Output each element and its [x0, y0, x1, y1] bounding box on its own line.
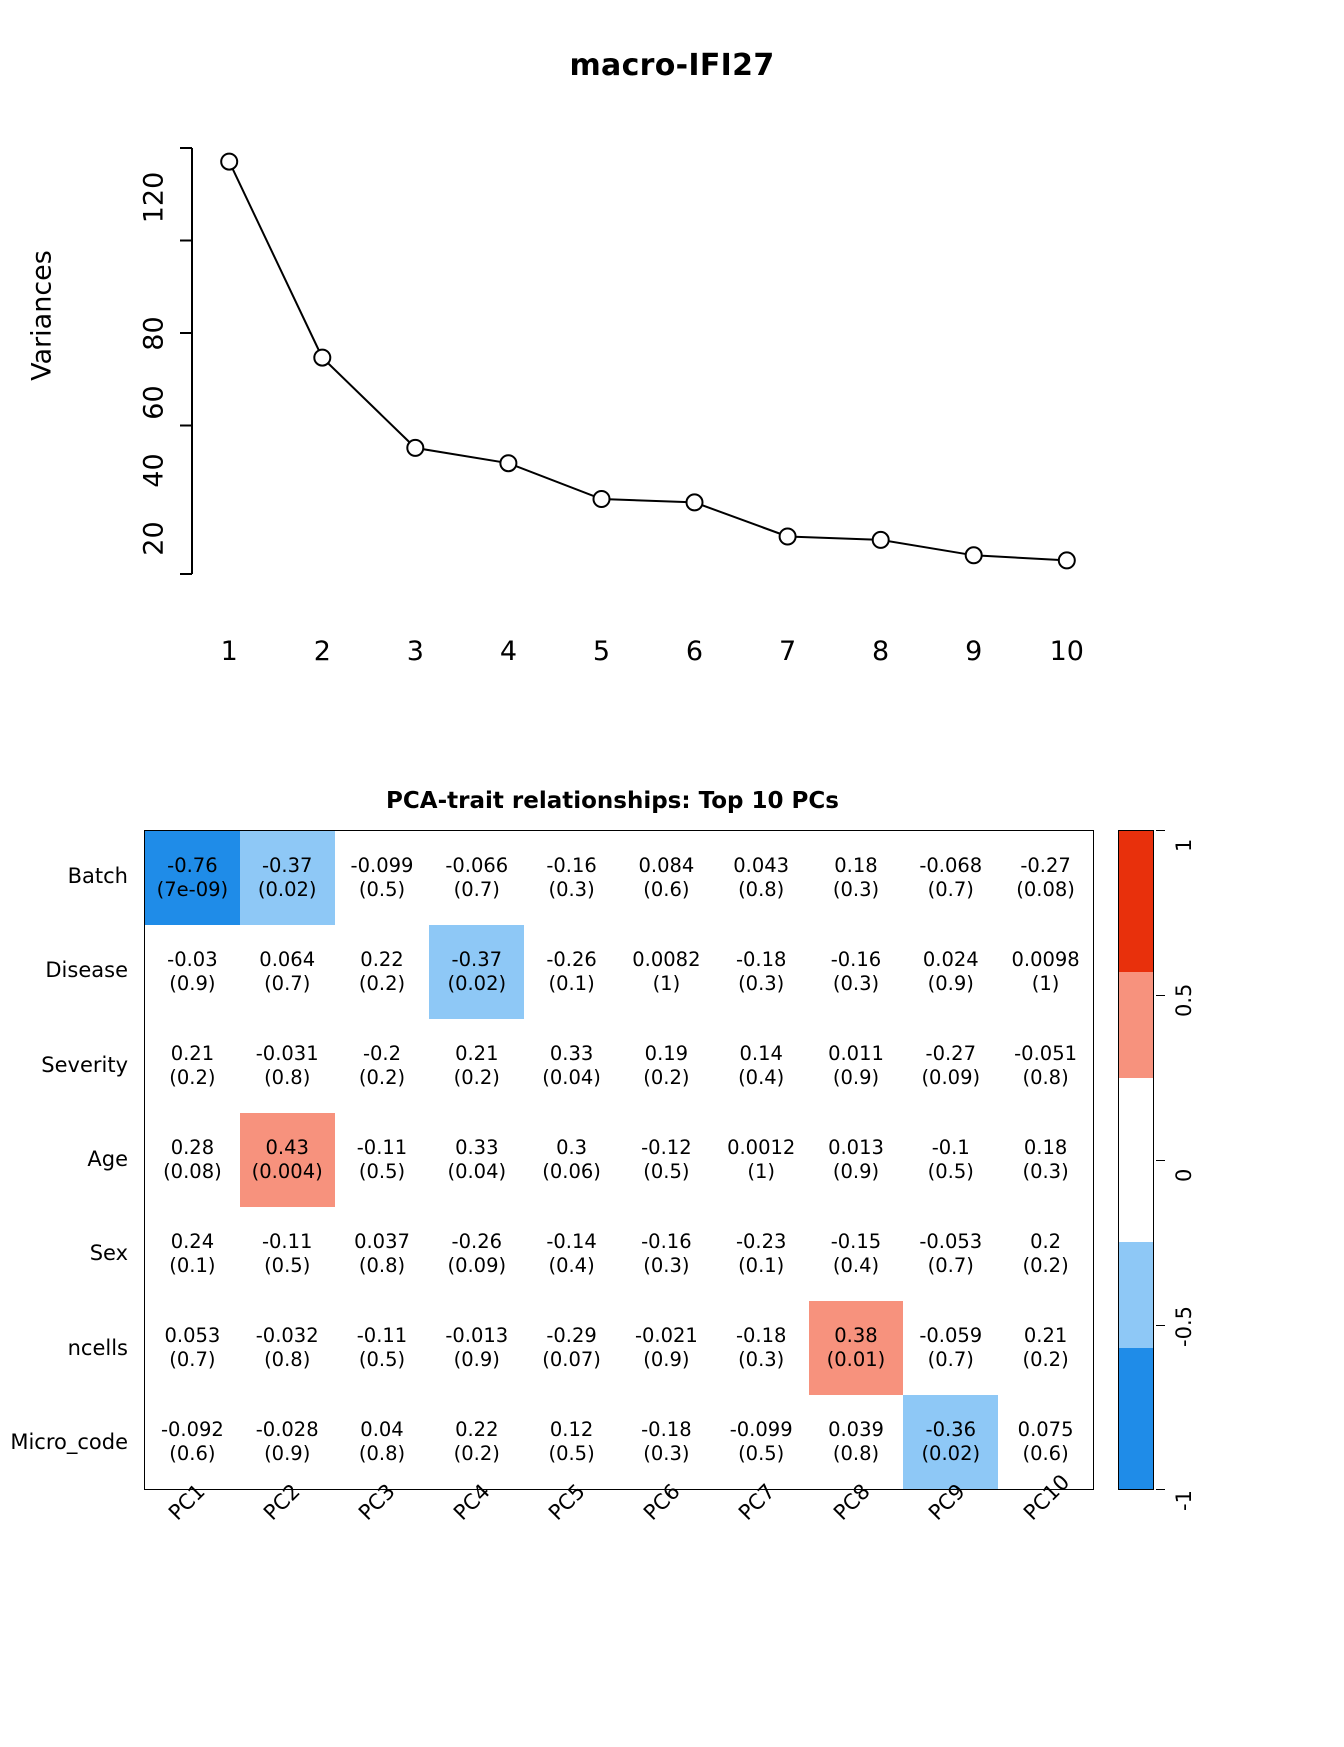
heatmap-cell-correlation: -0.099: [729, 1418, 793, 1442]
scree-y-tick-label: 60: [138, 384, 170, 420]
heatmap-cell[interactable]: [714, 1113, 809, 1207]
heatmap-cell-pvalue: (1): [747, 1160, 775, 1183]
scree-data-point: [1059, 552, 1075, 568]
heatmap-cell[interactable]: [429, 1019, 524, 1113]
heatmap-cell-pvalue: (0.2): [358, 1066, 406, 1089]
scree-data-point: [966, 547, 982, 563]
heatmap-cell-correlation: -0.16: [546, 854, 597, 878]
heatmap-cell-pvalue: (0.6): [643, 878, 690, 901]
heatmap-cell-correlation: 0.037: [354, 1230, 410, 1254]
heatmap-cell-pvalue: (0.09): [921, 1066, 981, 1089]
heatmap-cell-pvalue: (0.2): [358, 972, 406, 995]
scree-data-points: [221, 154, 1075, 569]
heatmap-row: [145, 1301, 1093, 1395]
heatmap-cell[interactable]: [903, 1301, 998, 1395]
heatmap-cell-pvalue: (0.9): [927, 972, 974, 995]
heatmap-cell-correlation: -0.013: [445, 1324, 509, 1348]
heatmap-cell-pvalue: (0.2): [1022, 1348, 1069, 1371]
heatmap-cell[interactable]: [998, 831, 1093, 925]
heatmap-cell-pvalue: (0.7): [453, 878, 500, 901]
heatmap-cell[interactable]: [714, 1301, 809, 1395]
heatmap-cell-correlation: 0.12: [549, 1418, 594, 1442]
heatmap-cell-pvalue: (0.9): [453, 1348, 500, 1371]
heatmap-cell-pvalue: (0.08): [1016, 878, 1075, 901]
heatmap-cell[interactable]: [335, 925, 430, 1019]
colorbar-tick-mark: [1156, 1489, 1165, 1490]
colorbar-tick-label: -1: [1172, 1490, 1196, 1511]
heatmap-column-label: PC10: [1018, 1469, 1074, 1525]
heatmap-cell[interactable]: [429, 1395, 524, 1489]
heatmap-cell-pvalue: (0.3): [643, 1254, 690, 1277]
colorbar-tick-mark: [1156, 1160, 1165, 1161]
heatmap-cell-correlation: 0.084: [638, 854, 695, 878]
heatmap-cell-pvalue: (0.2): [643, 1066, 690, 1089]
heatmap-cell-correlation: -0.099: [350, 854, 414, 878]
colorbar-tick-label: 0.5: [1172, 983, 1196, 1017]
heatmap-cell-correlation: -0.26: [546, 948, 597, 972]
heatmap-cell-correlation: 0.21: [455, 1042, 499, 1066]
heatmap-cell-correlation: -0.76: [167, 854, 218, 878]
heatmap-cell[interactable]: [240, 1019, 335, 1113]
colorbar-segment: [1119, 1348, 1153, 1489]
heatmap-cell[interactable]: [335, 1207, 430, 1301]
heatmap-cell[interactable]: [998, 925, 1093, 1019]
scree-x-tick-label: 1: [220, 636, 238, 667]
heatmap-cell[interactable]: [429, 831, 524, 925]
heatmap-cell[interactable]: [145, 1301, 240, 1395]
heatmap-cell-pvalue: (0.4): [548, 1254, 595, 1277]
heatmap-colorbar-tick-labels: [1156, 830, 1236, 1511]
heatmap-cell[interactable]: [145, 925, 240, 1019]
heatmap-cell-pvalue: (1): [652, 972, 681, 995]
heatmap-cell-correlation: -0.2: [362, 1042, 402, 1066]
heatmap-cell-correlation: -0.18: [641, 1418, 692, 1442]
heatmap-cell-correlation: 0.38: [834, 1324, 878, 1348]
heatmap-cell-pvalue: (0.8): [832, 1442, 880, 1465]
scree-data-point: [221, 154, 237, 170]
heatmap-cell-pvalue: (0.5): [548, 1442, 595, 1465]
heatmap-cell[interactable]: [903, 831, 998, 925]
scree-y-axis: [180, 148, 192, 574]
colorbar-tick-mark: [1156, 995, 1165, 996]
heatmap-column-label: PC7: [733, 1479, 780, 1525]
heatmap-cell[interactable]: [809, 925, 904, 1019]
heatmap-cell-correlation: -0.11: [356, 1324, 408, 1348]
heatmap-cell-pvalue: (0.1): [169, 1254, 216, 1277]
heatmap-cell[interactable]: [524, 1301, 619, 1395]
heatmap-cell[interactable]: [240, 1207, 335, 1301]
heatmap-cell[interactable]: [240, 1395, 335, 1489]
heatmap-cell[interactable]: [714, 1395, 809, 1489]
heatmap-cell[interactable]: [998, 1207, 1093, 1301]
heatmap-row-labels: [0, 830, 136, 1490]
heatmap-cell[interactable]: [809, 831, 904, 925]
scree-data-point: [780, 529, 796, 545]
scree-line-series: [229, 162, 1067, 561]
heatmap-row-label: Severity: [41, 1052, 128, 1077]
heatmap-cell-pvalue: (0.9): [832, 1066, 880, 1089]
heatmap-cell-pvalue: (0.5): [358, 878, 406, 901]
heatmap-cell-correlation: 0.075: [1017, 1418, 1074, 1442]
heatmap-cell-correlation: 0.18: [1023, 1136, 1068, 1160]
scree-x-tick-label: 3: [406, 636, 424, 667]
heatmap-cell-correlation: -0.031: [255, 1042, 319, 1066]
colorbar-tick-label: 1: [1172, 838, 1196, 852]
heatmap-cell-pvalue: (0.5): [927, 1160, 974, 1183]
heatmap-cell[interactable]: [998, 1301, 1093, 1395]
heatmap-cell-pvalue: (0.5): [358, 1160, 406, 1183]
heatmap-cell[interactable]: [524, 1019, 619, 1113]
scree-data-point: [873, 532, 889, 548]
colorbar-segment: [1119, 972, 1153, 1077]
heatmap-cell-pvalue: (0.3): [548, 878, 595, 901]
heatmap-cell-correlation: -0.032: [255, 1324, 319, 1348]
heatmap-cell-pvalue: (0.5): [643, 1160, 690, 1183]
heatmap-cell-pvalue: (0.06): [542, 1160, 601, 1183]
heatmap-cell-pvalue: (0.8): [264, 1348, 311, 1371]
heatmap-cell-correlation: -0.059: [919, 1324, 983, 1348]
heatmap-cell-correlation: 0.43: [265, 1136, 309, 1160]
colorbar-segment: [1119, 1078, 1153, 1243]
heatmap-cell-pvalue: (0.1): [548, 972, 595, 995]
heatmap-column-label: PC5: [543, 1479, 590, 1525]
heatmap-cell-pvalue: (0.8): [1022, 1066, 1069, 1089]
heatmap-row: [145, 925, 1093, 1019]
scree-x-tick-label: 6: [685, 636, 704, 667]
scree-data-point: [687, 494, 703, 510]
heatmap-row: [145, 1395, 1093, 1489]
heatmap-cell-pvalue: (0.01): [826, 1348, 886, 1371]
heatmap-row: [145, 1019, 1093, 1113]
heatmap-cell-correlation: 0.33: [455, 1136, 499, 1160]
heatmap-row-label: Sex: [89, 1241, 128, 1266]
heatmap-cell-correlation: 0.21: [1023, 1324, 1068, 1348]
heatmap-cell[interactable]: [809, 1207, 904, 1301]
heatmap-row: [145, 1113, 1093, 1207]
scree-data-point: [500, 455, 516, 471]
heatmap-cell[interactable]: [335, 1395, 430, 1489]
heatmap-cell-correlation: 0.19: [644, 1042, 689, 1066]
heatmap-cell[interactable]: [145, 1113, 240, 1207]
heatmap-cell-correlation: 0.22: [360, 948, 404, 972]
heatmap-cell-correlation: -0.068: [919, 854, 983, 878]
colorbar-segment: [1119, 1242, 1153, 1347]
heatmap-cell[interactable]: [429, 925, 524, 1019]
colorbar-tick-label: 0: [1172, 1168, 1196, 1182]
heatmap-cell-pvalue: (0.5): [264, 1254, 311, 1277]
heatmap-cell-pvalue: (0.7): [169, 1348, 216, 1371]
heatmap-cell[interactable]: [524, 925, 619, 1019]
scree-x-tick-label: 5: [592, 636, 611, 667]
heatmap-cell[interactable]: [240, 1113, 335, 1207]
heatmap-table: [145, 831, 1093, 1489]
heatmap-cell-correlation: -0.053: [919, 1230, 983, 1254]
heatmap-cell-pvalue: (0.02): [447, 972, 507, 995]
heatmap-cell-correlation: 0.04: [360, 1418, 404, 1442]
heatmap-cell-correlation: 0.2: [1030, 1230, 1062, 1254]
heatmap-cell-correlation: -0.37: [451, 948, 503, 972]
heatmap-cell-pvalue: (0.8): [264, 1066, 311, 1089]
heatmap-cell-correlation: -0.18: [735, 1324, 787, 1348]
heatmap-cell[interactable]: [335, 1019, 430, 1113]
heatmap-cell[interactable]: [240, 831, 335, 925]
heatmap-cell-correlation: -0.021: [634, 1324, 698, 1348]
heatmap-cell-pvalue: (0.7): [927, 878, 974, 901]
heatmap-cell[interactable]: [809, 1395, 904, 1489]
heatmap-cell-correlation: -0.16: [830, 948, 882, 972]
heatmap-cell[interactable]: [903, 1113, 998, 1207]
heatmap-cell-correlation: -0.27: [925, 1042, 976, 1066]
heatmap-cell-correlation: 0.14: [739, 1042, 783, 1066]
heatmap-cell-correlation: -0.16: [641, 1230, 692, 1254]
heatmap-cell-pvalue: (0.5): [738, 1442, 785, 1465]
heatmap-title: PCA-trait relationships: Top 10 PCs: [386, 788, 839, 814]
scree-plot-panel: [0, 0, 1344, 720]
heatmap-cell-pvalue: (0.5): [358, 1348, 406, 1371]
scree-plot-title: macro-IFI27: [569, 48, 775, 83]
heatmap-cell-correlation: 0.053: [164, 1324, 221, 1348]
heatmap-panel: [0, 760, 1344, 1747]
scree-x-tick-label: 8: [872, 636, 890, 667]
heatmap-cell-pvalue: (0.02): [257, 878, 317, 901]
heatmap-cell-correlation: -0.36: [925, 1418, 976, 1442]
heatmap-cell-pvalue: (0.2): [453, 1442, 500, 1465]
heatmap-cell-pvalue: (0.3): [1022, 1160, 1069, 1183]
heatmap-cell[interactable]: [714, 1019, 809, 1113]
heatmap-cell[interactable]: [240, 1301, 335, 1395]
scree-x-tick-label: 2: [313, 636, 331, 667]
heatmap-column-label: PC9: [923, 1479, 970, 1525]
heatmap-cell[interactable]: [998, 1113, 1093, 1207]
heatmap-cell-pvalue: (0.4): [738, 1066, 785, 1089]
heatmap-row-label: Batch: [67, 864, 128, 889]
heatmap-cell[interactable]: [429, 1207, 524, 1301]
heatmap-cell[interactable]: [619, 1301, 714, 1395]
heatmap-cell[interactable]: [714, 831, 809, 925]
heatmap-cell[interactable]: [619, 1207, 714, 1301]
heatmap-cell-correlation: -0.1: [931, 1136, 970, 1160]
heatmap-cell-correlation: -0.028: [255, 1418, 319, 1442]
heatmap-cell[interactable]: [145, 1207, 240, 1301]
heatmap-cell[interactable]: [903, 1207, 998, 1301]
heatmap-cell[interactable]: [903, 1395, 998, 1489]
heatmap-cell-pvalue: (7e-09): [156, 878, 229, 901]
heatmap-column-label: PC6: [638, 1479, 685, 1525]
heatmap-cell-pvalue: (0.9): [832, 1160, 880, 1183]
heatmap-cell[interactable]: [524, 831, 619, 925]
heatmap-cell[interactable]: [619, 1019, 714, 1113]
heatmap-column-labels: [144, 1469, 1094, 1616]
heatmap-cell-pvalue: (0.4): [832, 1254, 880, 1277]
heatmap-cell-correlation: -0.066: [445, 854, 509, 878]
heatmap-cell-correlation: -0.26: [451, 1230, 503, 1254]
heatmap-column-label: PC4: [448, 1479, 495, 1525]
heatmap-cell[interactable]: [903, 1019, 998, 1113]
colorbar-tick-label: -0.5: [1172, 1306, 1196, 1347]
heatmap-cell-correlation: -0.12: [641, 1136, 692, 1160]
scree-y-tick-label: 20: [138, 521, 170, 556]
heatmap-cell-correlation: -0.23: [735, 1230, 787, 1254]
heatmap-cell-pvalue: (0.2): [453, 1066, 500, 1089]
heatmap-cell-pvalue: (0.02): [921, 1442, 981, 1465]
heatmap-cell[interactable]: [145, 1019, 240, 1113]
heatmap-column-label: PC2: [258, 1479, 305, 1525]
heatmap-cell-pvalue: (1): [1031, 972, 1060, 995]
heatmap-row-label: ncells: [67, 1335, 128, 1360]
heatmap-cell[interactable]: [335, 1113, 430, 1207]
heatmap-row: [145, 1207, 1093, 1301]
scree-y-tick-label: 120: [138, 171, 170, 224]
heatmap-cell-pvalue: (0.2): [1022, 1254, 1069, 1277]
heatmap-cell-correlation: -0.14: [546, 1230, 597, 1254]
heatmap-row: [145, 831, 1093, 925]
scree-x-tick-label: 4: [499, 636, 517, 667]
heatmap-cell-correlation: 0.039: [828, 1418, 884, 1442]
heatmap-grid: [144, 830, 1094, 1490]
heatmap-cell-correlation: 0.3: [556, 1136, 588, 1160]
heatmap-cell[interactable]: [714, 1207, 809, 1301]
heatmap-row-label: Disease: [45, 958, 128, 983]
heatmap-cell-correlation: 0.24: [170, 1230, 215, 1254]
heatmap-cell-correlation: 0.33: [549, 1042, 594, 1066]
heatmap-cell-pvalue: (0.9): [643, 1348, 690, 1371]
heatmap-cell-correlation: 0.21: [170, 1042, 215, 1066]
heatmap-cell-pvalue: (0.9): [264, 1442, 311, 1465]
heatmap-cell-pvalue: (0.07): [542, 1348, 601, 1371]
heatmap-cell[interactable]: [145, 831, 240, 925]
scree-plot-svg: [170, 130, 1110, 610]
heatmap-cell[interactable]: [145, 1395, 240, 1489]
heatmap-cell-correlation: -0.051: [1014, 1042, 1078, 1066]
colorbar-segment: [1119, 831, 1153, 972]
heatmap-cell-pvalue: (0.8): [358, 1254, 406, 1277]
heatmap-cell-pvalue: (0.1): [738, 1254, 785, 1277]
heatmap-cell-correlation: 0.22: [455, 1418, 499, 1442]
heatmap-column-label: PC8: [828, 1479, 875, 1525]
heatmap-cell-correlation: -0.11: [261, 1230, 313, 1254]
heatmap-cell-pvalue: (0.7): [264, 972, 311, 995]
heatmap-cell-pvalue: (0.3): [832, 878, 880, 901]
heatmap-cell-pvalue: (0.8): [358, 1442, 406, 1465]
heatmap-cell-pvalue: (0.004): [251, 1160, 323, 1183]
scree-x-tick-label: 9: [965, 636, 983, 667]
heatmap-cell[interactable]: [809, 1113, 904, 1207]
heatmap-cell[interactable]: [619, 925, 714, 1019]
heatmap-cell-correlation: 0.0098: [1011, 948, 1080, 972]
heatmap-cell[interactable]: [524, 1395, 619, 1489]
heatmap-cell-correlation: -0.092: [160, 1418, 224, 1442]
colorbar-tick-mark: [1156, 1325, 1165, 1326]
heatmap-cell-pvalue: (0.8): [738, 878, 785, 901]
heatmap-cell[interactable]: [429, 1301, 524, 1395]
heatmap-cell-correlation: 0.011: [828, 1042, 884, 1066]
heatmap-cell-correlation: -0.29: [546, 1324, 597, 1348]
scree-y-tick-label: 40: [138, 453, 170, 488]
scree-data-point: [594, 491, 610, 507]
heatmap-column-label: PC1: [163, 1479, 210, 1525]
scree-data-point: [314, 350, 330, 366]
heatmap-cell-correlation: -0.27: [1020, 854, 1071, 878]
heatmap-cell-pvalue: (0.09): [447, 1254, 507, 1277]
heatmap-cell-pvalue: (0.08): [163, 1160, 222, 1183]
heatmap-cell-pvalue: (0.3): [832, 972, 880, 995]
heatmap-row-label: Micro_code: [10, 1429, 128, 1454]
heatmap-cell[interactable]: [809, 1301, 904, 1395]
heatmap-cell-pvalue: (0.2): [169, 1066, 216, 1089]
heatmap-cell-pvalue: (0.3): [738, 972, 785, 995]
heatmap-cell-pvalue: (0.3): [643, 1442, 690, 1465]
heatmap-column-label: PC3: [353, 1479, 400, 1525]
heatmap-cell-pvalue: (0.04): [447, 1160, 507, 1183]
heatmap-cell[interactable]: [524, 1113, 619, 1207]
heatmap-cell-correlation: -0.37: [261, 854, 313, 878]
scree-y-axis-label: Variances: [26, 250, 58, 381]
heatmap-cell[interactable]: [429, 1113, 524, 1207]
scree-x-tick-label: 7: [778, 636, 797, 667]
heatmap-cell[interactable]: [809, 1019, 904, 1113]
heatmap-cell-correlation: 0.0082: [632, 948, 701, 972]
heatmap-cell-pvalue: (0.6): [1022, 1442, 1069, 1465]
heatmap-cell[interactable]: [240, 925, 335, 1019]
heatmap-cell-pvalue: (0.04): [542, 1066, 601, 1089]
heatmap-cell[interactable]: [524, 1207, 619, 1301]
heatmap-colorbar: [1118, 830, 1154, 1490]
scree-plot-area: [170, 130, 1110, 610]
heatmap-cell-correlation: 0.024: [922, 948, 979, 972]
heatmap-cell-correlation: 0.18: [834, 854, 878, 878]
scree-x-tick-label: 10: [1049, 636, 1084, 667]
heatmap-cell-correlation: -0.03: [167, 948, 218, 972]
heatmap-row-label: Age: [87, 1147, 128, 1171]
heatmap-cell[interactable]: [903, 925, 998, 1019]
heatmap-cell-pvalue: (0.7): [927, 1348, 974, 1371]
heatmap-cell-pvalue: (0.6): [169, 1442, 216, 1465]
heatmap-cell[interactable]: [335, 831, 430, 925]
heatmap-cell-correlation: 0.043: [733, 854, 790, 878]
heatmap-cell[interactable]: [619, 831, 714, 925]
heatmap-cell[interactable]: [335, 1301, 430, 1395]
heatmap-cell-correlation: 0.0012: [727, 1136, 796, 1160]
heatmap-cell-correlation: 0.28: [170, 1136, 215, 1160]
heatmap-cell[interactable]: [998, 1019, 1093, 1113]
scree-y-tick-label: 80: [138, 316, 170, 352]
heatmap-cell[interactable]: [714, 925, 809, 1019]
heatmap-cell[interactable]: [619, 1395, 714, 1489]
heatmap-cell-pvalue: (0.9): [169, 972, 216, 995]
heatmap-cell-correlation: -0.18: [735, 948, 787, 972]
heatmap-cell-pvalue: (0.7): [927, 1254, 974, 1277]
heatmap-cell-correlation: -0.11: [356, 1136, 408, 1160]
heatmap-cell-correlation: 0.064: [259, 948, 316, 972]
heatmap-cell-correlation: 0.013: [828, 1136, 884, 1160]
scree-data-point: [407, 440, 423, 456]
heatmap-cell-correlation: -0.15: [830, 1230, 882, 1254]
heatmap-cell[interactable]: [619, 1113, 714, 1207]
colorbar-tick-mark: [1156, 830, 1165, 831]
heatmap-cell-pvalue: (0.3): [738, 1348, 785, 1371]
heatmap-cell[interactable]: [998, 1395, 1093, 1489]
